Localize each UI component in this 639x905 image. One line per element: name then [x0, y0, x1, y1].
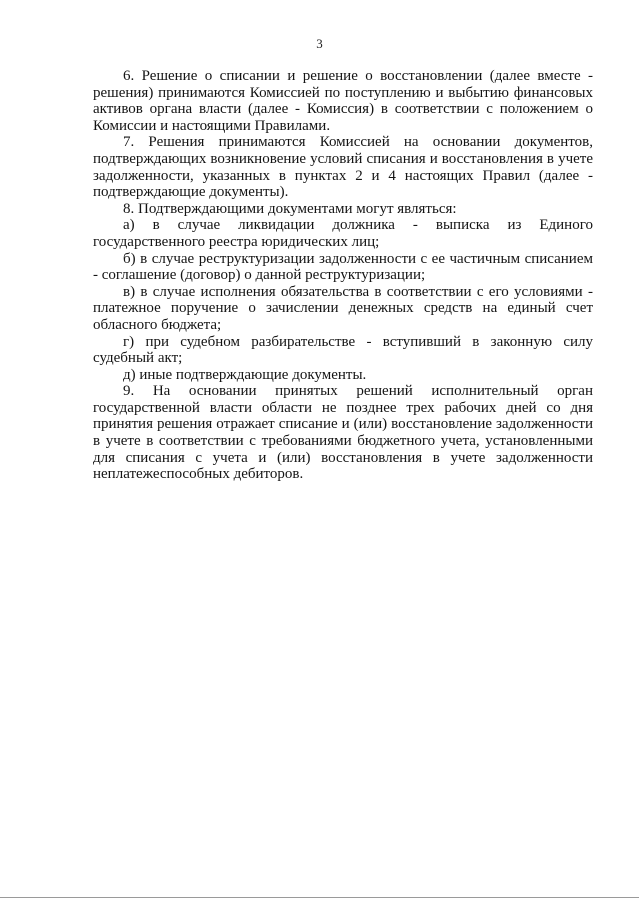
text-line: задолженности, указанных в пунктах 2 и 4 настоящих Правил (далее -: [93, 167, 593, 184]
text-line: подтверждающие документы).: [93, 184, 289, 201]
text-line: для списания с учета и (или) восстановления в учете задолженности: [93, 449, 593, 466]
page-bottom-rule: [0, 897, 639, 898]
text-line: в) в случае исполнения обязательства в соответствии с его условиями -: [123, 283, 593, 300]
paragraph-7: [93, 134, 593, 200]
text-line: решения) принимаются Комиссией по поступлению и выбытию финансовых: [93, 84, 593, 101]
paragraph-6: [93, 68, 593, 134]
text-line: 8. Подтверждающими документами могут являться:: [123, 200, 457, 217]
page-number: 3: [316, 36, 323, 51]
text-line: в учете в соответствии с требованиями бюджетного учета, установленными: [93, 433, 593, 450]
text-line: 7. Решения принимаются Комиссией на основании документов,: [123, 134, 593, 151]
paragraph-8a: [93, 217, 593, 250]
text-line: а) в случае ликвидации должника - выписка из Единого: [123, 217, 593, 234]
text-line: б) в случае реструктуризации задолженности с ее частичным списанием: [123, 250, 593, 267]
text-line: платежное поручение о зачислении денежных средств на единый счет: [93, 300, 593, 317]
text-line: государственного реестра юридических лиц;: [93, 233, 380, 250]
paragraph-8d: [93, 367, 593, 384]
paragraph-8v: [93, 284, 593, 334]
text-line: неплатежеспособных дебиторов.: [93, 466, 304, 483]
text-line: обласного бюджета;: [93, 316, 222, 333]
text-line: д) иные подтверждающие документы.: [123, 366, 367, 383]
text-line: подтверждающих возникновение условий списания и восстановления в учете: [93, 150, 593, 167]
text-line: принятия решения отражает списание и (или) восстановление задолженности: [93, 416, 593, 433]
paragraph-8: [93, 201, 593, 218]
paragraph-8b: [93, 251, 593, 284]
text-line: 9. На основании принятых решений исполнительный орган: [123, 383, 593, 400]
text-line: - соглашение (договор) о данной реструктуризации;: [93, 267, 426, 284]
text-line: судебный акт;: [93, 350, 183, 367]
paragraph-9: [93, 383, 593, 483]
text-line: государственной власти области не позднее трех рабочих дней со дня: [93, 399, 593, 416]
document-body: [93, 68, 593, 483]
paragraph-8g: [93, 334, 593, 367]
text-line: активов органа власти (далее - Комиссия) в соответствии с положением о: [93, 101, 593, 118]
text-line: Комиссии и настоящими Правилами.: [93, 117, 331, 134]
text-line: г) при судебном разбирательстве - вступивший в законную силу: [123, 333, 593, 350]
text-line: 6. Решение о списании и решение о восстановлении (далее вместе -: [123, 68, 593, 84]
